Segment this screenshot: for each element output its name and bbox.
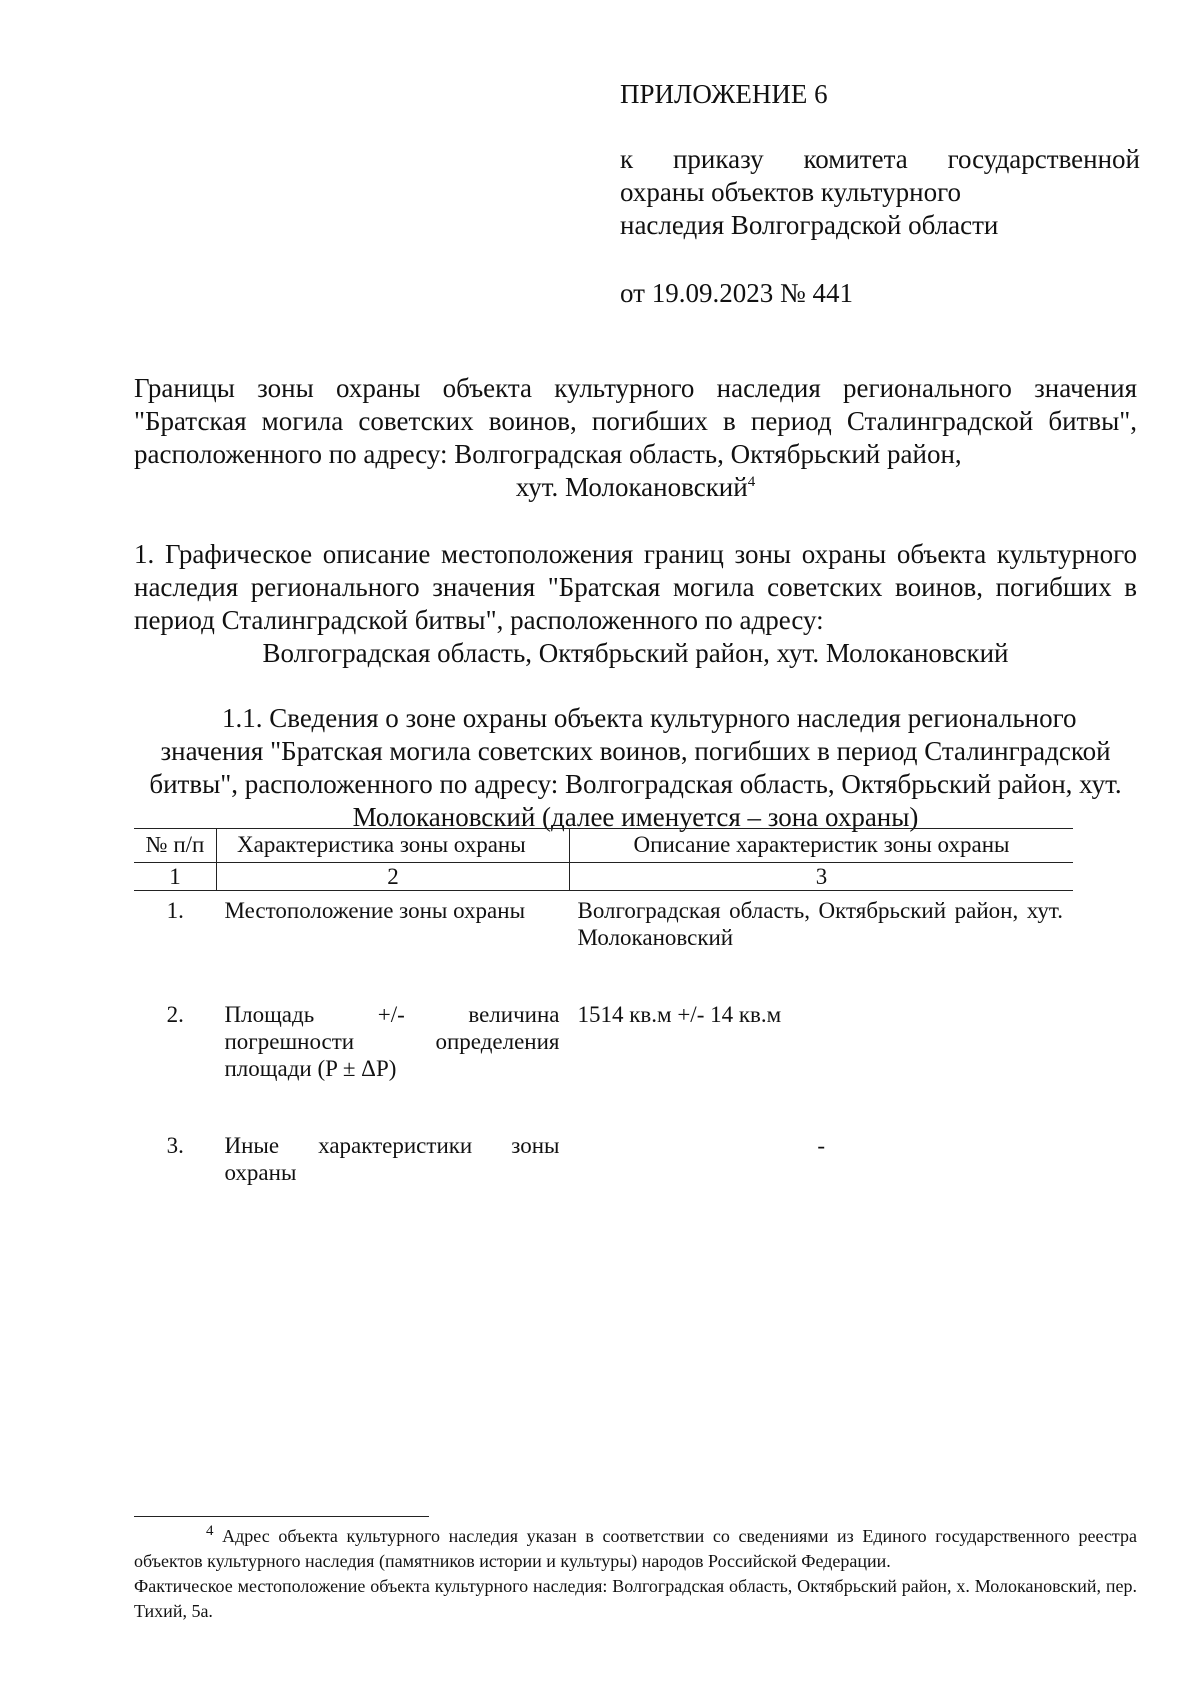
appendix-order-ref-line1: к приказу комитета государственной [620,144,1140,174]
row-number: 3. [166,1133,184,1158]
column-number-1: 1 [134,863,217,891]
footnote-ref: 4 [747,474,756,490]
footnote [134,1524,1137,1624]
column-number-3: 3 [570,863,1074,891]
zone-characteristics-table [134,828,1073,1186]
appendix-order-ref-line2: охраны объектов культурного [620,177,961,207]
section-1-last-line: Волгоградская область, Октябрьский район, хут. Молокановский [262,638,1009,668]
row-characteristic: Местоположение зоны охраны [224,898,526,923]
section-1-1-first-line: 1.1. Сведения о зоне охраны объекта культурного наследия регионального [222,703,1077,733]
footnote-text-2: Фактическое местоположение объекта культурного наследия: Волгоградская область, Октябрьский район, х. Молокановский, пер. Тихий, 5а. [134,1576,1137,1621]
column-number-2: 2 [217,863,570,891]
row-number: 2. [166,1002,184,1027]
section-1-1-heading [134,702,1137,834]
appendix-order-ref-line3: наследия Волгоградской области [620,210,999,240]
footnote-body-1: Адрес объекта культурного наследия указан в соответствии со сведениями из Единого государственного реестра объектов культурного наследия (памятников истории и культуры) народов Российской Федерации. [134,1526,1138,1571]
footnote-text-1 [134,1524,1137,1574]
table-column-numbers-row [134,863,1073,891]
row-characteristic: Площадь +/- величина погрешности определения площади (P ± ΔP) [224,1002,560,1081]
header-characteristic: Характеристика зоны охраны [217,829,570,863]
section-1-text: 1. Графическое описание местоположения границ зоны охраны объекта культурного наследия регионального значения "Братская могила советских воинов, погибших в период Сталинградской битвы", расположенного по адресу: [134,539,1137,635]
footnote-marker: 4 [206,1523,214,1539]
table-row [134,1126,1073,1186]
footnote-separator [134,1516,429,1517]
document-title-locality: хут. Молокановский [515,472,748,502]
section-1-heading [134,538,1137,670]
row-number: 1. [166,898,184,923]
section-1-1-rest: значения "Братская могила советских воинов, погибших в период Сталинградской битвы", расположенного по адресу: Волгоградская область, Октябрьский район, хут. Молокановский (далее именуется – зона охраны) [149,736,1122,832]
header-description: Описание характеристик зоны охраны [570,829,1074,863]
document-title-text: Границы зоны охраны объекта культурного наследия регионального значения "Братская могила советских воинов, погибших в период Сталинградской битвы", расположенного по адресу: Волгоградская область, Октябрьский район, [134,373,1137,469]
header-number: № п/п [134,829,217,863]
table-row [134,995,1073,1082]
row-characteristic: Иные характеристики зоны охраны [224,1133,560,1185]
row-value: - [817,1133,826,1158]
document-title-last-line [134,471,1137,504]
table-row [134,891,1073,952]
appendix-order-date: от 19.09.2023 № 441 [620,278,853,308]
row-value: Волгоградская область, Октябрьский район, хут. Молокановский [577,898,1063,950]
appendix-title: ПРИЛОЖЕНИЕ 6 [620,79,828,109]
row-value: 1514 кв.м +/- 14 кв.м [577,1002,782,1027]
table-header-row [134,829,1073,863]
document-title [134,372,1137,504]
appendix-header [620,78,1140,310]
